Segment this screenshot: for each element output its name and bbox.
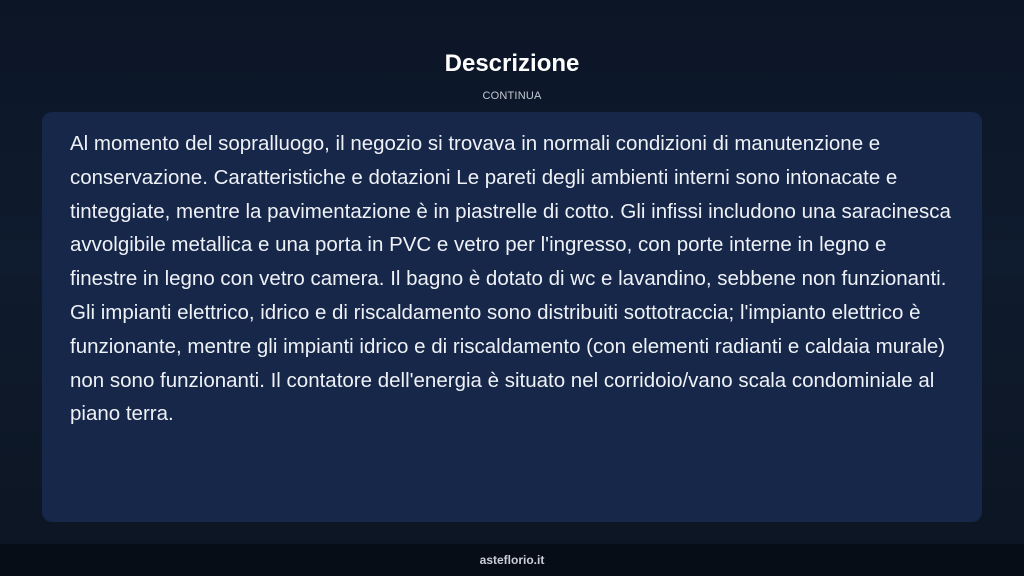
description-card — [42, 112, 982, 522]
footer — [0, 544, 1024, 576]
page-title: Descrizione — [444, 50, 580, 77]
description-text: Al momento del sopralluogo, il negozio si trovava in normali condizioni di manutenzione e conservazione. Caratteristiche e dotazioni Le pareti degli ambienti interni sono intonacate e tinteggiate, mentre la pavimentazione è in piastrelle di cotto. Gli infissi includono una saracinesca avvolgibile metallica e una porta in PVC e vetro per l'ingresso, con porte interne in legno e finestre in legno con vetro camera. Il bagno è dotato di wc e lavandino, sebbene non funzionanti. Gli impianti elettrico, idrico e di riscaldamento sono distribuiti sottotraccia; l'impianto elettrico è funzionante, mentre gli impianti idrico e di riscaldamento (con elementi radianti e caldaia murale) non sono funzionanti. Il contatore dell'energia è situato nel corridoio/vano scala condominiale al piano terra. — [70, 132, 951, 426]
footer-site-name: asteflorio.it — [479, 553, 545, 567]
page-subtitle: CONTINUA — [482, 90, 542, 102]
